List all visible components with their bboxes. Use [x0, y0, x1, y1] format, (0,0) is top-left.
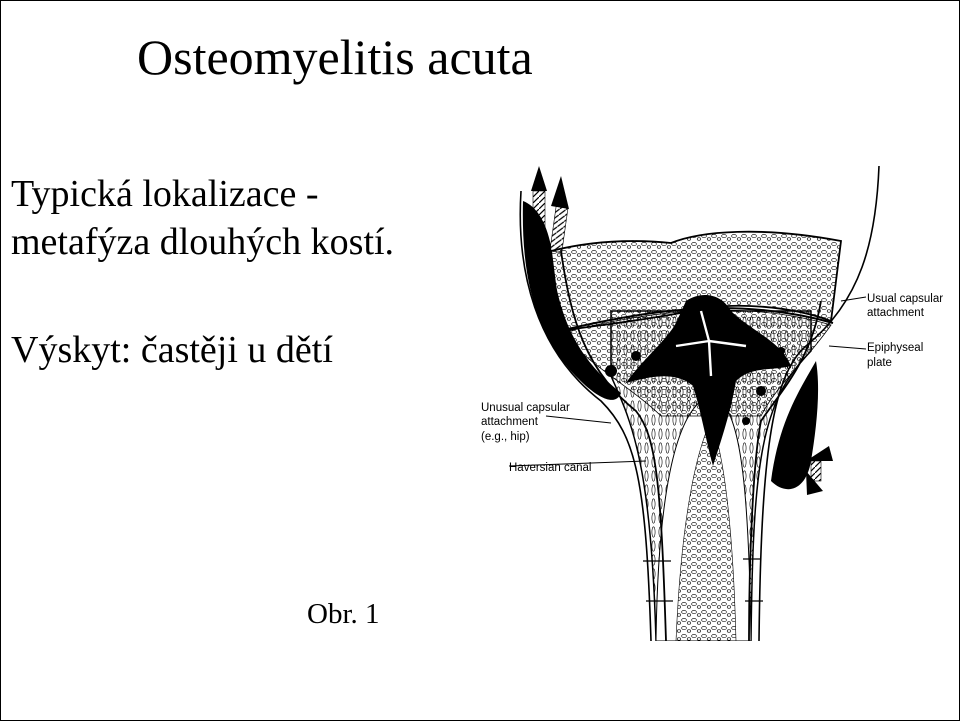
text-localization-line-1: Typická lokalizace - — [11, 173, 319, 215]
bone-diagram — [461, 161, 960, 641]
label-usual-capsular-2: attachment — [867, 307, 924, 319]
label-unusual-capsular-1: Unusual capsular — [481, 402, 570, 414]
figure-caption: Obr. 1 — [307, 598, 380, 630]
text-localization-line-2: metafýza dlouhých kostí. — [11, 221, 395, 263]
label-usual-capsular-1: Usual capsular — [867, 293, 944, 305]
hatched-arrows-left — [531, 166, 569, 253]
slide-title: Osteomyelitis acuta — [137, 29, 533, 85]
text-occurrence: Výskyt: častěji u dětí — [11, 329, 333, 371]
label-epiphyseal-2: plate — [867, 357, 892, 369]
label-haversian-canal: Haversian canal — [509, 462, 592, 474]
label-unusual-capsular-2: attachment — [481, 416, 538, 428]
label-epiphyseal-1: Epiphyseal — [867, 342, 924, 354]
label-unusual-capsular-3: (e.g., hip) — [481, 431, 530, 443]
